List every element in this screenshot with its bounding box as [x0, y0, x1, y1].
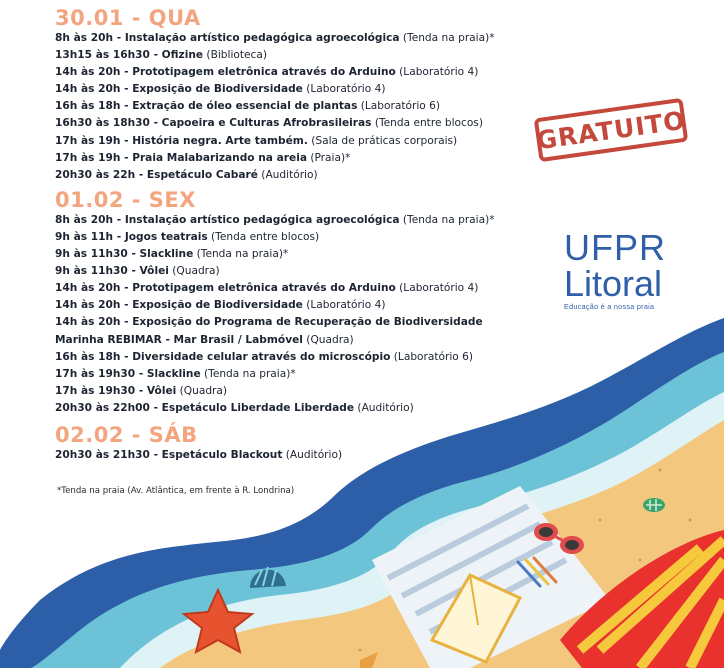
event-item: 20h30 às 22h - Espetáculo Cabaré (Auditório) [55, 168, 318, 181]
event-item: 14h às 20h - Exposição de Biodiversidade (Laboratório 4) [55, 299, 386, 312]
logo-line-2: Litoral [564, 263, 663, 304]
logo-tagline: Educação é a nossa praia [564, 302, 655, 311]
event-item: 16h às 18h - Extração de óleo essencial de plantas (Laboratório 6) [55, 100, 440, 113]
event-item: 16h às 18h - Diversidade celular através do microscópio (Laboratório 6) [55, 350, 474, 363]
day-block-01-02 [55, 188, 575, 417]
day-block-30-01 [55, 6, 575, 184]
snail-shell-icon [643, 498, 665, 512]
event-item: 8h às 20h - Instalação artístico pedagógica agroecológica (Tenda na praia)* [55, 213, 495, 226]
ufpr-litoral-logo [564, 227, 674, 312]
event-item: 9h às 11h - Jogos teatrais (Tenda entre blocos) [55, 230, 320, 243]
event-item: 14h às 20h - Prototipagem eletrônica através do Arduino (Laboratório 4) [55, 66, 479, 79]
day-title: 01.02 - SEX [55, 187, 196, 212]
event-item: 8h às 20h - Instalação artístico pedagógica agroecológica (Tenda na praia)* [55, 32, 495, 44]
event-item: 14h às 20h - Exposição do Programa de Recuperação de Biodiversidade Marinha REBIMAR - Mar Brasil / Labmóvel [55, 316, 483, 346]
free-stamp: GRATUITO [534, 98, 689, 162]
event-item: 14h às 20h - Prototipagem eletrônica através do Arduino (Laboratório 4) [55, 282, 479, 295]
logo-line-1: UFPR [564, 227, 666, 268]
footnote: *Tenda na praia (Av. Atlântica, em frente à R. Londrina) [57, 486, 295, 496]
event-item: 14h às 20h - Exposição de Biodiversidade (Laboratório 4) [55, 83, 386, 96]
event-item: 9h às 11h30 - Slackline (Tenda na praia)* [55, 248, 289, 261]
event-item: 17h às 19h30 - Slackline (Tenda na praia)* [55, 367, 296, 380]
event-item: 16h30 às 18h30 - Capoeira e Culturas Afrobrasileiras (Tenda entre blocos) [55, 117, 483, 130]
event-item: 20h30 às 22h00 - Espetáculo Liberdade Liberdade (Auditório) [55, 401, 414, 414]
event-item: 17h às 19h30 - Vôlei (Quadra) [55, 384, 228, 397]
schedule [55, 6, 575, 468]
event-item: 20h30 às 21h30 - Espetáculo Blackout (Auditório) [55, 448, 343, 461]
event-item: 17h às 19h - História negra. Arte também. (Sala de práticas corporais) [55, 134, 458, 147]
event-item: 13h15 às 16h30 - Ofizine (Biblioteca) [55, 49, 267, 62]
event-item: 9h às 11h30 - Vôlei (Quadra) [55, 265, 220, 278]
event-item-continuation: (Quadra) [302, 333, 354, 346]
day-block-02-02 [55, 423, 575, 464]
event-item: 17h às 19h - Praia Malabarizando na areia (Praia)* [55, 151, 351, 164]
day-title: 02.02 - SÁB [55, 422, 198, 447]
day-title: 30.01 - QUA [55, 6, 201, 30]
